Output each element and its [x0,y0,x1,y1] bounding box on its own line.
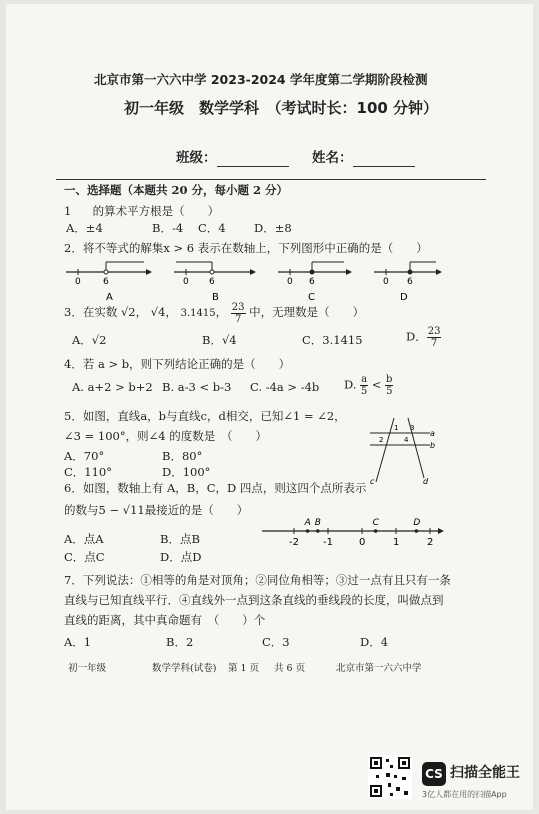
q3-stem: 3．在实数 √2， √4， 3.1415， $\frac{23}{7}$ 中，无理数是（ ） [64,301,365,325]
name-label: 姓名： [312,150,353,166]
q1-option-d[interactable]: D．±8 [254,221,292,235]
q6-number-axis [258,512,448,548]
q7-option-b[interactable]: B．2 [166,635,194,649]
q6-line1: 6．如图，数轴上有 A，B，C，D 四点，则这四个点所表示 [64,481,367,495]
axis-point-B [316,529,320,533]
q1-stem: 的算术平方根是（ ） [92,204,220,218]
svg-text:2: 2 [379,436,384,444]
footer-page: 第 1 页 [228,663,260,674]
q4-option-b[interactable]: B. a-3 < b-3 [162,380,232,394]
q2-number-lines [64,254,444,304]
q6-option-c[interactable]: C．点C [64,550,105,564]
q1-number: 1 [64,204,72,218]
q3-option-a[interactable]: A．√2 [72,333,107,347]
q2-stem: 2．将不等式的解集x > 6 表示在数轴上，下列图形中正确的是（ ） [64,241,428,255]
question-1 [64,203,219,219]
q5-option-a[interactable]: A．70° [64,449,105,463]
q5-option-b[interactable]: B．80° [162,449,203,463]
q2-label-d: D [400,292,408,303]
q7-option-d[interactable]: D．4 [360,635,389,649]
qr-code [368,755,412,799]
q3-stem-b: 中，无理数是（ ） [249,305,365,319]
q4-option-d[interactable]: D. $\frac{a}{5}$ < $\frac{b}{5}$ [344,374,393,397]
q2a-tick-6: 6 [103,277,109,287]
q3-decimal: 3.1415 [180,308,216,319]
q2-figure-d[interactable] [374,262,442,303]
axis-point-A [306,529,310,533]
svg-text:d: d [423,477,429,486]
q5-figure [366,414,436,486]
q5-option-d[interactable]: D．100° [162,465,211,479]
q4-stem: 4．若 a > b，则下列结论正确的是（ ） [64,357,291,371]
q3-root4: √4 [150,305,166,319]
q3-fraction: $\frac{23}{7}$ [231,301,245,325]
exam-page [6,4,533,810]
q2d-tick-6: 6 [407,277,413,287]
q3-root2: √2 [120,305,136,319]
q2-figure-c[interactable] [278,262,352,303]
axis-point-label: A [304,518,311,528]
q7-line1: 7．下列说法：①相等的角是对顶角；②同位角相等；③过一点有且只有一条 [64,573,451,587]
q2-label-a: A [106,292,113,303]
q3-option-d[interactable]: D． $\frac{23}{7}$ [406,326,441,349]
q5-line2: ∠3 = 100°，则∠4 的度数是 （ ） [64,429,267,443]
class-blank[interactable] [217,150,289,167]
q2b-tick-6: 6 [209,277,215,287]
svg-text:4: 4 [404,436,409,444]
q6-option-b[interactable]: B．点B [160,532,200,546]
section-heading: 一、选择题（本题共 20 分，每小题 2 分） [64,183,289,197]
q2a-tick-0: 0 [75,277,81,287]
q7-line3: 直线的距离，其中真命题有 （ ）个 [64,613,266,627]
axis-tick-label: -2 [289,537,299,548]
axis-point-label: C [372,518,379,528]
q7-line2: 直线与已知直线平行．④直线外一点到这条直线的垂线段的长度，叫做点到 [64,593,444,607]
exam-title: 北京市第一六六中学 2023-2024 学年度第二学期阶段检测 [94,72,428,87]
watermark-brand: 扫描全能王 [450,765,520,781]
axis-tick-label: 2 [427,537,434,548]
q6-option-a[interactable]: A．点A [64,532,104,546]
q2c-tick-6: 6 [309,277,315,287]
q2d-tick-0: 0 [383,277,389,287]
q1-option-b[interactable]: B．-4 [152,221,184,235]
class-field [176,146,289,167]
q5-option-c[interactable]: C．110° [64,465,112,479]
section-divider [56,179,486,180]
watermark-tagline: 3亿人都在用的扫描App [422,790,507,799]
name-blank[interactable] [353,150,415,167]
q4-option-a[interactable]: A. a+2 > b+2 [72,380,153,394]
axis-point-label: D [413,518,421,528]
q2-label-b: B [212,292,219,303]
q6-line2: 的数与5 − √11最接近的是（ ） [64,503,249,517]
footer-school: 北京市第一六六中学 [336,663,422,674]
camscanner-logo: CS [422,762,446,786]
q3-option-c[interactable]: C．3.1415 [302,333,363,347]
svg-text:3: 3 [410,424,415,432]
q2b-tick-0: 0 [183,277,189,287]
q4-option-c[interactable]: C. -4a > -4b [250,380,320,394]
q6-option-d[interactable]: D．点D [160,550,202,564]
q2-label-c: C [308,292,315,303]
axis-point-label: B [314,518,321,528]
q3-option-b[interactable]: B．√4 [202,333,237,347]
axis-tick-label: 1 [393,537,400,548]
q2-figure-b[interactable] [174,262,256,303]
footer-subject: 数学学科(试卷) [152,663,217,674]
q3-stem-a: 3．在实数 [64,305,118,319]
svg-text:b: b [430,441,436,450]
q2-figure-a[interactable] [66,262,152,303]
axis-point-C [374,529,378,533]
q2c-tick-0: 0 [287,277,293,287]
q1-option-c[interactable]: C．4 [198,221,226,235]
footer-total: 共 6 页 [274,663,306,674]
svg-text:1: 1 [394,424,399,432]
q1-option-a[interactable]: A．±4 [66,221,103,235]
svg-text:c: c [370,477,375,486]
class-label: 班级： [176,150,217,166]
axis-tick-label: 0 [359,537,366,548]
svg-text:a: a [430,429,435,438]
q5-line1: 5．如图，直线a，b与直线c，d相交，已知∠1 = ∠2， [64,409,346,423]
axis-point-D [415,529,419,533]
exam-subtitle: 初一年级 数学学科 （考试时长：100 分钟） [124,99,439,117]
q7-option-a[interactable]: A．1 [64,635,92,649]
q7-option-c[interactable]: C．3 [262,635,290,649]
axis-tick-label: -1 [323,537,333,548]
name-field [312,146,415,167]
footer-grade: 初一年级 [68,663,107,674]
